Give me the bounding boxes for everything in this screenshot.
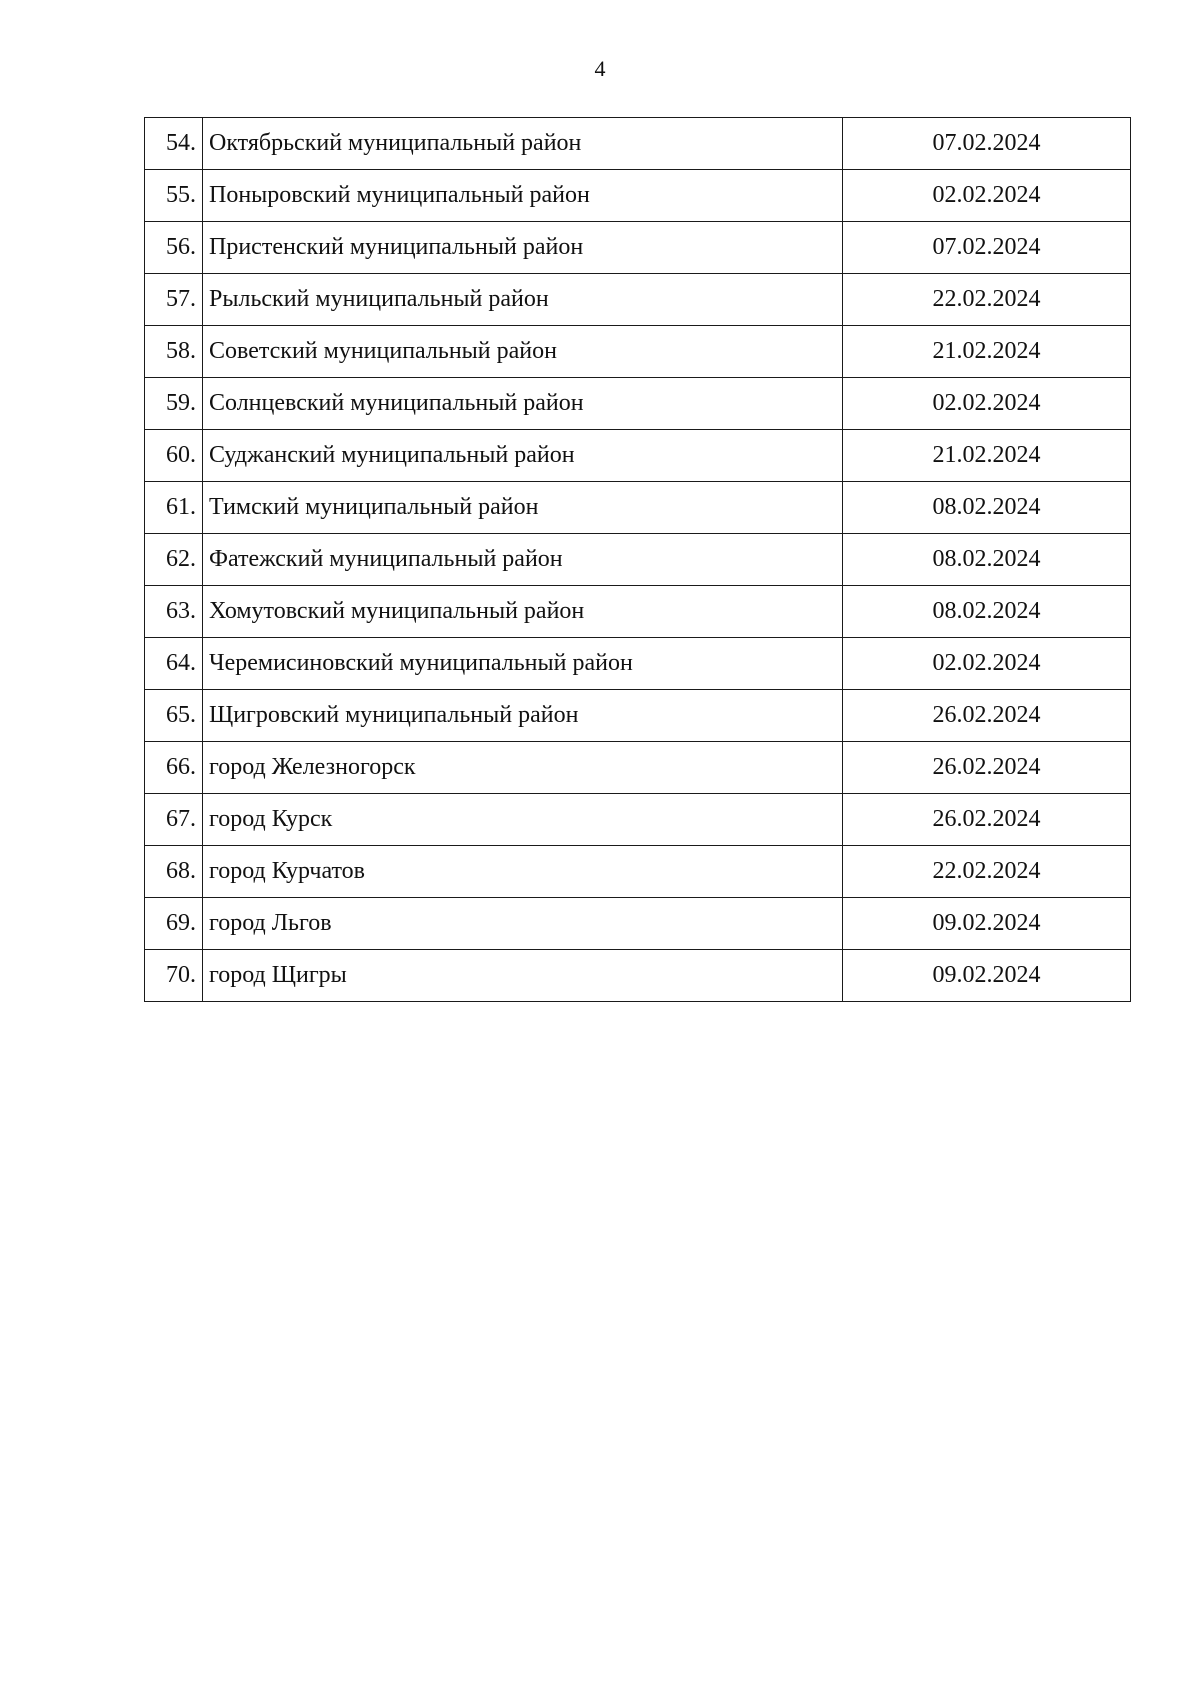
row-date: 07.02.2024	[843, 118, 1131, 170]
table-row	[145, 846, 1131, 898]
row-number: 66.	[145, 742, 203, 794]
row-number: 55.	[145, 170, 203, 222]
row-number: 69.	[145, 898, 203, 950]
page-number: 4	[594, 56, 606, 81]
row-number: 65.	[145, 690, 203, 742]
row-number: 64.	[145, 638, 203, 690]
municipality-name: город Щигры	[203, 950, 843, 1002]
table-row	[145, 326, 1131, 378]
row-date: 02.02.2024	[843, 638, 1131, 690]
municipality-name: Советский муниципальный район	[203, 326, 843, 378]
row-date: 07.02.2024	[843, 222, 1131, 274]
municipality-name: Щигровский муниципальный район	[203, 690, 843, 742]
table-row	[145, 794, 1131, 846]
municipality-name: город Курчатов	[203, 846, 843, 898]
municipality-name: Тимский муниципальный район	[203, 482, 843, 534]
table-row	[145, 378, 1131, 430]
table-row	[145, 534, 1131, 586]
row-date: 02.02.2024	[843, 170, 1131, 222]
table-row	[145, 170, 1131, 222]
row-date: 26.02.2024	[843, 690, 1131, 742]
row-number: 68.	[145, 846, 203, 898]
row-date: 22.02.2024	[843, 846, 1131, 898]
row-date: 22.02.2024	[843, 274, 1131, 326]
row-number: 57.	[145, 274, 203, 326]
row-number: 60.	[145, 430, 203, 482]
municipality-name: Поныровский муниципальный район	[203, 170, 843, 222]
row-number: 70.	[145, 950, 203, 1002]
municipality-name: город Льгов	[203, 898, 843, 950]
municipality-name: Солнцевский муниципальный район	[203, 378, 843, 430]
table-row	[145, 274, 1131, 326]
municipality-name: Фатежский муниципальный район	[203, 534, 843, 586]
row-date: 26.02.2024	[843, 742, 1131, 794]
row-date: 02.02.2024	[843, 378, 1131, 430]
row-date: 09.02.2024	[843, 950, 1131, 1002]
municipality-dates-table	[144, 117, 1131, 1002]
row-number: 56.	[145, 222, 203, 274]
row-number: 62.	[145, 534, 203, 586]
municipality-name: Октябрьский муниципальный район	[203, 118, 843, 170]
table-row	[145, 222, 1131, 274]
municipality-name: Пристенский муниципальный район	[203, 222, 843, 274]
municipality-name: город Курск	[203, 794, 843, 846]
municipality-name: Суджанский муниципальный район	[203, 430, 843, 482]
row-number: 63.	[145, 586, 203, 638]
row-date: 21.02.2024	[843, 430, 1131, 482]
row-date: 21.02.2024	[843, 326, 1131, 378]
row-number: 61.	[145, 482, 203, 534]
row-date: 08.02.2024	[843, 586, 1131, 638]
row-number: 67.	[145, 794, 203, 846]
table-row	[145, 950, 1131, 1002]
row-number: 59.	[145, 378, 203, 430]
table-row	[145, 430, 1131, 482]
row-number: 54.	[145, 118, 203, 170]
row-date: 08.02.2024	[843, 482, 1131, 534]
row-date: 08.02.2024	[843, 534, 1131, 586]
municipality-name: Рыльский муниципальный район	[203, 274, 843, 326]
municipality-name: город Железногорск	[203, 742, 843, 794]
table-row	[145, 638, 1131, 690]
municipality-name: Хомутовский муниципальный район	[203, 586, 843, 638]
row-date: 26.02.2024	[843, 794, 1131, 846]
table-row	[145, 482, 1131, 534]
row-number: 58.	[145, 326, 203, 378]
table-row	[145, 690, 1131, 742]
table-row	[145, 118, 1131, 170]
table-row	[145, 898, 1131, 950]
table-row	[145, 586, 1131, 638]
row-date: 09.02.2024	[843, 898, 1131, 950]
table-row	[145, 742, 1131, 794]
municipality-name: Черемисиновский муниципальный район	[203, 638, 843, 690]
